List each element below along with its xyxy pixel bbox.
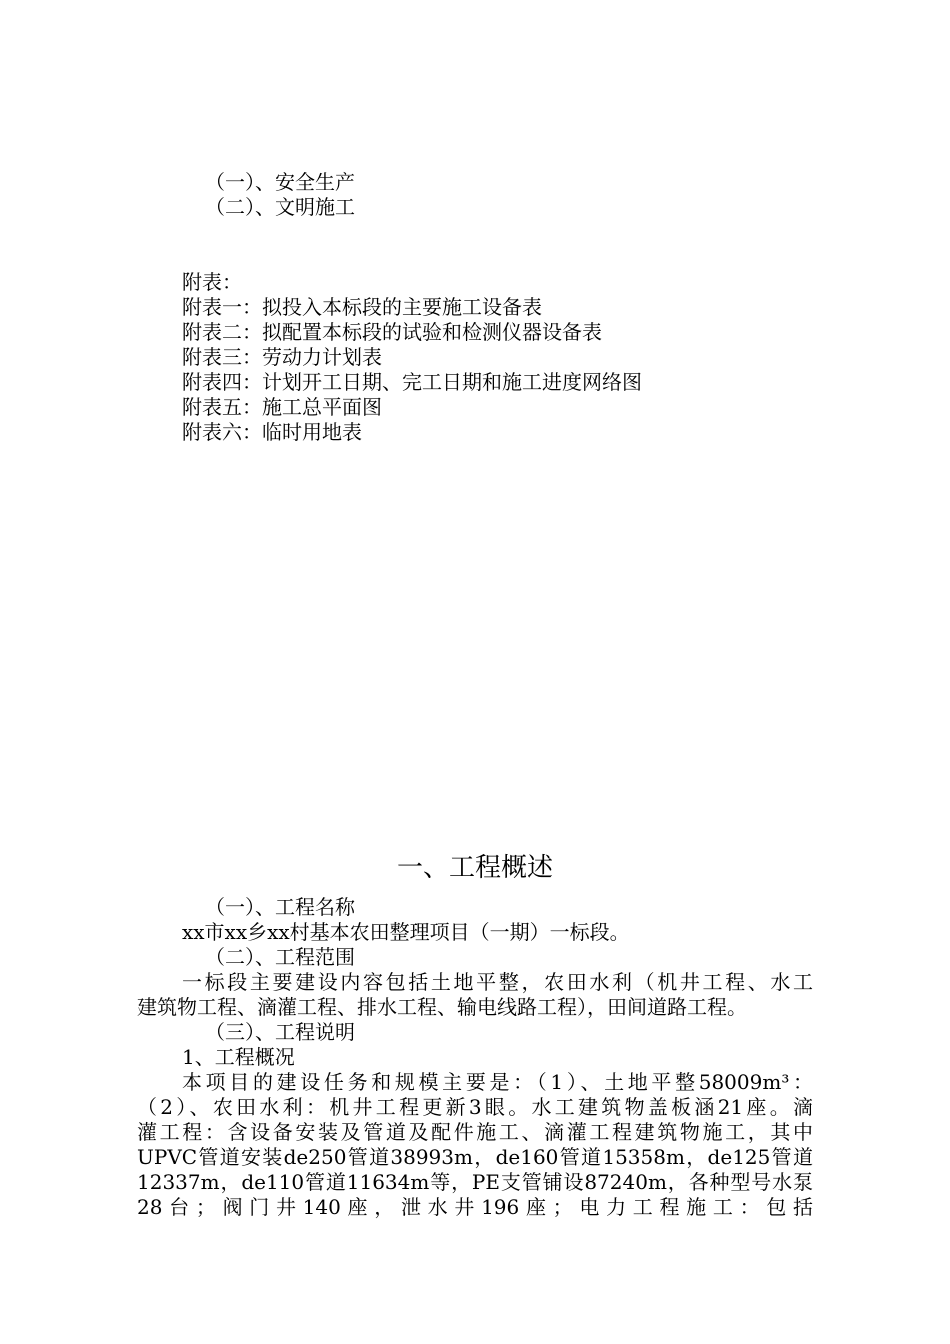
appendix-item-6: 附表六：临时用地表	[182, 420, 362, 444]
sub2-paragraph	[137, 970, 813, 1020]
overview-line-4: UPVC管道安装de250管道38993m，de160管道15358m，de125管道	[137, 1145, 813, 1169]
overview-line-3: 灌工程：含设备安装及管道及配件施工、滴灌工程建筑物施工，其中	[137, 1120, 813, 1144]
sub2-title: （二）、工程范围	[205, 945, 355, 969]
sub1-title: （一）、工程名称	[205, 895, 355, 919]
toc-item-civilized: （二）、文明施工	[205, 195, 355, 219]
sub1-text: xx市xx乡xx村基本农田整理项目（一期）一标段。	[182, 920, 630, 944]
overview-paragraph	[137, 1070, 813, 1220]
appendix-item-5: 附表五：施工总平面图	[182, 395, 382, 419]
overview-line-2: （2）、农田水利：机井工程更新3眼。水工建筑物盖板涵21座。滴	[137, 1095, 813, 1119]
appendix-item-4: 附表四：计划开工日期、完工日期和施工进度网络图	[182, 370, 642, 394]
appendix-item-3: 附表三：劳动力计划表	[182, 345, 382, 369]
overview-line-6: 28台；阀门井140座，泄水井196座；电力工程施工：包括	[137, 1195, 813, 1219]
appendix-item-1: 附表一：拟投入本标段的主要施工设备表	[182, 295, 542, 319]
overview-line-1: 本项目的建设任务和规模主要是：（1）、土地平整58009m³：	[182, 1070, 813, 1094]
appendix-item-2: 附表二：拟配置本标段的试验和检测仪器设备表	[182, 320, 602, 344]
sub3-title: （三）、工程说明	[205, 1020, 355, 1044]
sub2-line-1: 一标段主要建设内容包括土地平整，农田水利（机井工程、水工	[182, 970, 813, 994]
section-title: 一、工程概述	[396, 853, 553, 883]
appendix-header: 附表：	[182, 270, 242, 294]
sub2-line-2: 建筑物工程、滴灌工程、排水工程、输电线路工程），田间道路工程。	[137, 995, 747, 1019]
overview-title: 1、工程概况	[182, 1045, 295, 1069]
toc-item-safety: （一）、安全生产	[205, 170, 355, 194]
overview-line-5: 12337m，de110管道11634m等，PE支管铺设87240m，各种型号水泵	[137, 1170, 813, 1194]
